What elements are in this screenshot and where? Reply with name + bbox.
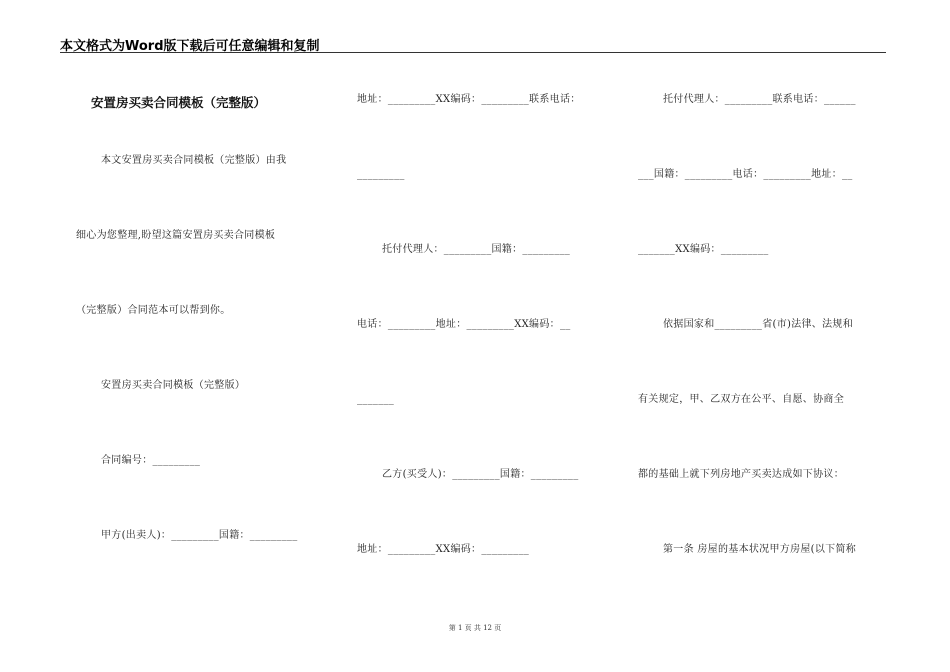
col3-line-6: 都的基础上就下列房地产买卖达成如下协议： [638,469,844,480]
col3-line-1: 托付代理人：_________联系电话：______ [663,94,856,105]
col2-line-3: 托付代理人：_________国籍：_________ [382,244,571,255]
header-rule [60,52,886,53]
col3-line-3: _______XX编码：_________ [638,244,769,255]
document-header: 本文格式为Word版下载后可任意编辑和复制 [60,39,320,54]
col2-line-6: 乙方(买受人)：_________国籍：_________ [382,469,579,480]
page-footer: 第 1 页 共 12 页 [448,624,502,632]
col2-line-4: 电话：_________地址：_________XX编码：__ [357,319,571,330]
col1-line-6: 甲方(出卖人)：_________国籍：_________ [101,530,298,541]
col1-line-3: （完整版）合同范本可以帮到你。 [76,305,231,316]
col3-line-5: 有关规定，甲、乙双方在公平、自愿、协商全 [638,394,844,405]
col3-line-7: 第一条 房屋的基本状况甲方房屋(以下简称 [663,544,857,555]
col2-line-5: _______ [357,394,395,405]
col2-line-7: 地址：_________XX编码：_________ [357,544,530,555]
col2-line-2: _________ [357,169,405,180]
col3-line-2: ___国籍：_________电话：_________地址：__ [638,169,853,180]
col1-line-4: 安置房买卖合同模板（完整版） [101,380,246,391]
col1-line-2: 细心为您整理,盼望这篇安置房买卖合同模板 [76,230,276,241]
col1-line-1: 本文安置房买卖合同模板（完整版）由我 [101,155,287,166]
col3-line-4: 依据国家和_________省(市)法律、法规和 [663,319,854,330]
document-title: 安置房买卖合同模板（完整版） [91,95,267,110]
col2-line-1: 地址：_________XX编码：_________联系电话： [357,94,581,105]
col1-line-5: 合同编号：_________ [101,455,201,466]
